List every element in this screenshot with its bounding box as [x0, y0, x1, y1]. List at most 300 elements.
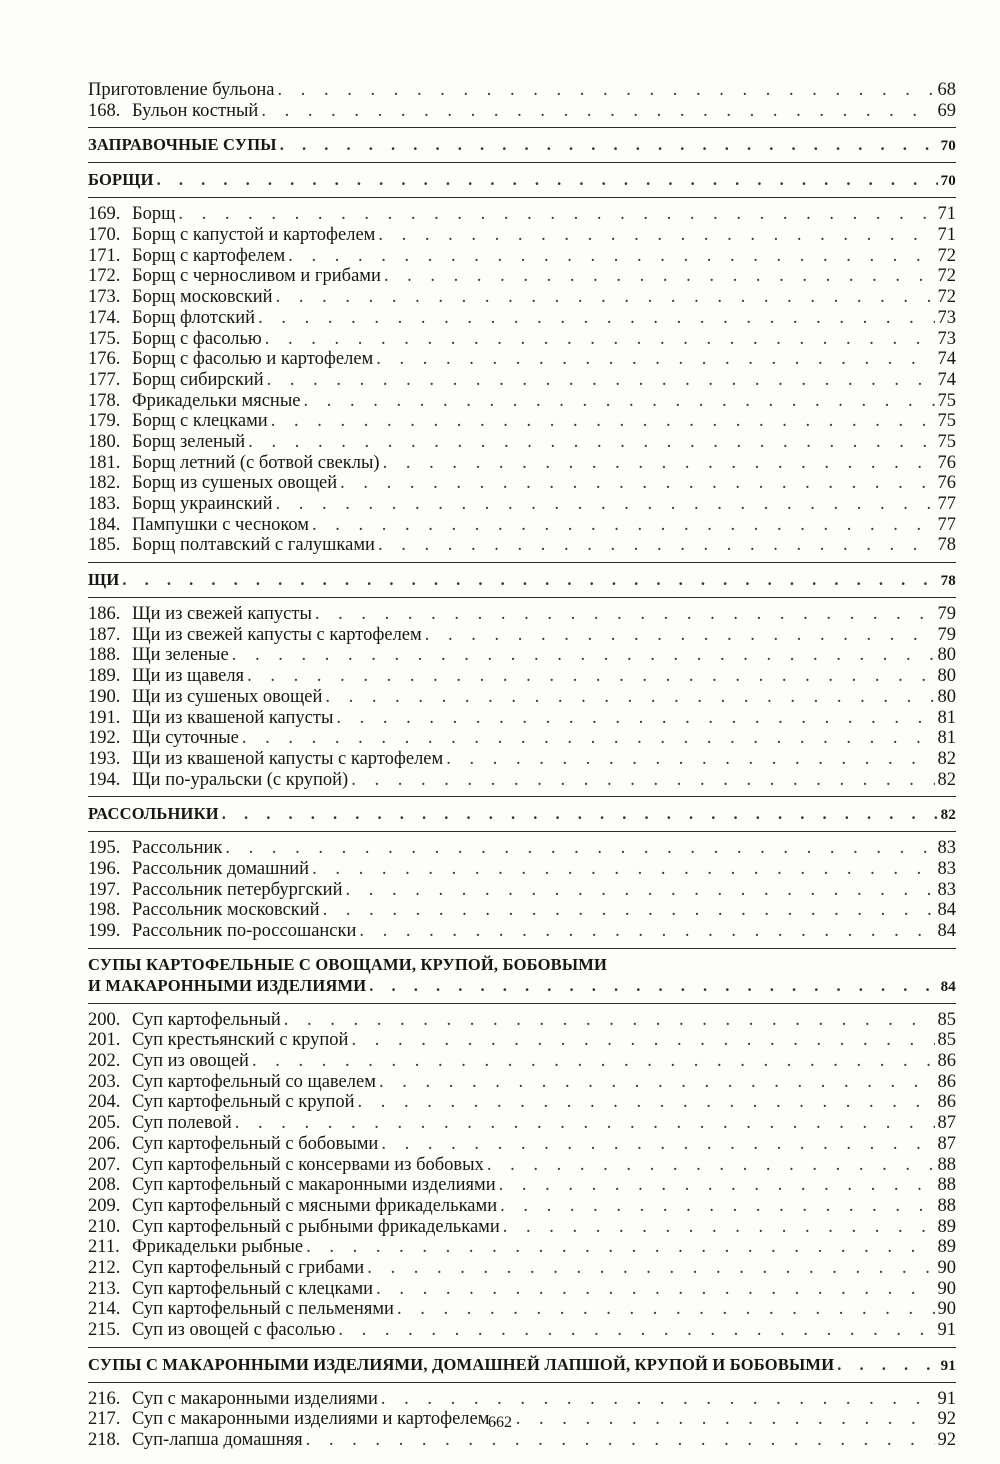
- dot-leader: [232, 645, 935, 666]
- dot-leader: [248, 432, 934, 453]
- dot-leader: [323, 900, 935, 921]
- entry-number: 198.: [88, 900, 121, 921]
- dot-leader: [383, 453, 935, 474]
- page-ref: 83: [937, 838, 956, 859]
- dot-leader: [378, 535, 935, 556]
- entry-title: Щи зеленые: [132, 645, 229, 666]
- page-ref: 68: [937, 80, 956, 100]
- toc-entry: [88, 453, 956, 474]
- page-ref: 75: [937, 390, 956, 411]
- page-ref: 73: [937, 307, 956, 328]
- page-ref: 80: [937, 645, 956, 666]
- toc-entry: [88, 604, 956, 625]
- entry-number: 192.: [88, 728, 121, 749]
- page-ref: 77: [937, 514, 956, 535]
- toc-entry: [88, 1320, 956, 1341]
- section-heading-block: [88, 134, 956, 156]
- dot-leader: [351, 1030, 934, 1051]
- entry-number: 170.: [88, 225, 121, 246]
- entry-title: Борщ с фасолью и картофелем: [132, 349, 374, 370]
- page-ref: 69: [937, 100, 956, 121]
- entry-number: 210.: [88, 1216, 121, 1237]
- toc-entry: [88, 80, 956, 101]
- page-ref: 81: [937, 707, 956, 728]
- entry-number: 203.: [88, 1071, 121, 1092]
- dot-leader: [378, 225, 934, 246]
- entry-number: 188.: [88, 645, 121, 666]
- entry-title: Щи из сушеных овощей: [132, 686, 323, 707]
- entry-title: Суп картофельный: [132, 1009, 281, 1030]
- section-heading-block: [88, 1354, 956, 1376]
- page-ref: 72: [937, 266, 956, 287]
- page-ref: 84: [940, 978, 956, 995]
- entry-title: Суп картофельный с крупой: [132, 1092, 355, 1113]
- entry-title: Суп полевой: [132, 1113, 232, 1134]
- entry-title: Суп картофельный с мясными фрикадельками: [132, 1195, 498, 1216]
- dot-leader: [276, 287, 935, 308]
- heading-underline: [88, 197, 956, 198]
- entry-number: 212.: [88, 1257, 121, 1278]
- page-ref: 76: [937, 452, 956, 473]
- dot-leader: [425, 625, 935, 646]
- dot-leader: [247, 666, 934, 687]
- entry-number: 208.: [88, 1175, 121, 1196]
- page-ref: 82: [937, 748, 956, 769]
- entry-number: 214.: [88, 1299, 121, 1320]
- entry-title: Щи суточные: [132, 728, 239, 749]
- page-ref: 74: [937, 369, 956, 390]
- entry-title: Суп с макаронными изделиями: [132, 1388, 378, 1409]
- toc-entry: [88, 859, 956, 880]
- entry-title: Щи из квашеной капусты с картофелем: [132, 748, 444, 769]
- page-ref: 78: [937, 535, 956, 556]
- dot-leader: [235, 1113, 935, 1134]
- page-ref: 70: [940, 173, 956, 190]
- section-heading: ЩИ: [88, 570, 120, 590]
- toc-entry: [88, 728, 956, 749]
- entry-number: 186.: [88, 604, 121, 625]
- entry-title: Щи из свежей капусты с картофелем: [132, 624, 422, 645]
- dot-leader: [157, 169, 938, 191]
- section-heading-row: [88, 134, 956, 156]
- entry-title: Борщ из сушеных овощей: [132, 473, 338, 494]
- dot-leader: [381, 1134, 934, 1155]
- toc-entry: [88, 473, 956, 494]
- toc-entry: [88, 749, 956, 770]
- entry-title: Суп картофельный с пельменями: [132, 1299, 394, 1320]
- page-ref: 74: [937, 349, 956, 370]
- entry-number: 179.: [88, 411, 121, 432]
- entry-number: 207.: [88, 1154, 121, 1175]
- entry-number: 181.: [88, 452, 121, 473]
- heading-underline: [88, 1382, 956, 1383]
- entry-title: Суп из овощей: [132, 1051, 249, 1072]
- entry-title: Рассольник: [132, 838, 223, 859]
- entry-number: 185.: [88, 535, 121, 556]
- entry-title: Борщ украинский: [132, 494, 273, 514]
- entry-number: 168.: [88, 100, 121, 121]
- dot-leader: [359, 921, 934, 942]
- toc-entry: [88, 391, 956, 412]
- dot-leader: [315, 604, 935, 625]
- toc-entry: [88, 432, 956, 453]
- entry-title: Борщ полтавский с галушками: [132, 535, 375, 556]
- section-heading-line: СУПЫ КАРТОФЕЛЬНЫЕ С ОВОЩАМИ, КРУПОЙ, БОБОВЫМИ: [88, 954, 608, 974]
- entry-title: Щи по-уральски (с крупой): [132, 769, 349, 790]
- page-ref: 90: [937, 1278, 956, 1299]
- dot-leader: [325, 687, 934, 708]
- page-ref: 83: [937, 858, 956, 879]
- page-ref: 90: [937, 1257, 956, 1278]
- section-heading-block: [88, 569, 956, 591]
- dot-leader: [384, 266, 935, 287]
- entry-title: Борщ с клецками: [132, 411, 268, 432]
- page-ref: 72: [937, 287, 956, 308]
- entry-title: Рассольник петербургский: [132, 879, 343, 900]
- page-ref: 86: [937, 1092, 956, 1113]
- toc-entry: [88, 225, 956, 246]
- entry-number: 194.: [88, 769, 121, 790]
- entry-title: Суп картофельный с консервами из бобовых: [132, 1154, 484, 1175]
- entry-number: 195.: [88, 838, 121, 859]
- section-divider: [88, 562, 956, 563]
- toc-entry: [88, 329, 956, 350]
- page-ref: 84: [937, 921, 956, 941]
- page-ref: 89: [937, 1216, 956, 1237]
- entry-title: Борщ флотский: [132, 307, 256, 328]
- page-ref: 76: [937, 473, 956, 494]
- entry-title: Рассольник домашний: [132, 858, 310, 879]
- entry-title: Суп картофельный с макаронными изделиями: [132, 1175, 496, 1196]
- dot-leader: [446, 749, 934, 770]
- heading-underline: [88, 1003, 956, 1004]
- section-heading: И МАКАРОННЫМИ ИЗДЕЛИЯМИ: [88, 975, 367, 995]
- dot-leader: [122, 569, 937, 591]
- toc-entry: [88, 370, 956, 391]
- entry-number: 216.: [88, 1388, 121, 1409]
- toc-entry: [88, 1430, 956, 1451]
- section-divider: [88, 127, 956, 128]
- page-ref: 85: [937, 1009, 956, 1030]
- entry-number: 209.: [88, 1195, 121, 1216]
- entry-title: Приготовление бульона: [88, 80, 275, 100]
- section-divider: [88, 1347, 956, 1348]
- dot-leader: [258, 308, 934, 329]
- entry-number: 175.: [88, 328, 121, 349]
- page-number: 662: [488, 1414, 512, 1431]
- toc-entry: [88, 625, 956, 646]
- entry-number: 206.: [88, 1133, 121, 1154]
- dot-leader: [261, 101, 934, 122]
- section-heading: ЗАПРАВОЧНЫЕ СУПЫ: [88, 135, 277, 155]
- toc-entry: [88, 287, 956, 308]
- dot-leader: [358, 1092, 935, 1113]
- entry-number: 217.: [88, 1409, 121, 1430]
- dot-leader: [284, 1010, 935, 1031]
- entry-title: Суп с макаронными изделиями и картофелем: [132, 1409, 490, 1430]
- entry-number: 201.: [88, 1030, 121, 1051]
- page-ref: 82: [937, 769, 956, 790]
- dot-leader: [222, 803, 938, 825]
- table-of-contents: [88, 80, 956, 1451]
- toc-entry: [88, 494, 956, 515]
- entry-title: Борщ: [132, 204, 176, 225]
- entry-title: Рассольник по-россошански: [132, 921, 357, 941]
- entry-title: Суп картофельный с рыбными фрикадельками: [132, 1216, 500, 1237]
- page-ref: 80: [937, 686, 956, 707]
- entry-title: Борщ зеленый: [132, 431, 246, 452]
- page-ref: 92: [937, 1430, 956, 1451]
- toc-entry: [88, 1092, 956, 1113]
- section-heading: СУПЫ С МАКАРОННЫМИ ИЗДЕЛИЯМИ, ДОМАШНЕЙ ЛАПШОЙ, КРУПОЙ И БОБОВЫМИ: [88, 1354, 835, 1374]
- toc-entry: [88, 349, 956, 370]
- entry-title: Суп картофельный с бобовыми: [132, 1133, 379, 1154]
- toc-entry: [88, 535, 956, 556]
- toc-entry: [88, 1134, 956, 1155]
- entry-number: 204.: [88, 1092, 121, 1113]
- section-heading-block: [88, 955, 956, 997]
- page-ref: 87: [937, 1133, 956, 1154]
- page-ref: 85: [937, 1030, 956, 1051]
- toc-entry: [88, 1196, 956, 1217]
- toc-entry: [88, 1010, 956, 1031]
- toc-entry: [88, 708, 956, 729]
- dot-leader: [345, 880, 934, 901]
- dot-leader: [312, 515, 934, 536]
- toc-entry: [88, 687, 956, 708]
- entry-number: 211.: [88, 1237, 120, 1258]
- heading-underline: [88, 831, 956, 832]
- page-ref: 80: [937, 666, 956, 687]
- toc-entry: [88, 645, 956, 666]
- toc-entry: [88, 1237, 956, 1258]
- toc-entry: [88, 666, 956, 687]
- toc-entry: [88, 1072, 956, 1093]
- toc-entry: [88, 770, 956, 791]
- dot-leader: [351, 770, 934, 791]
- toc-entry: [88, 1051, 956, 1072]
- entry-title: Суп картофельный со щавелем: [132, 1071, 376, 1092]
- page-ref: 75: [937, 431, 956, 452]
- section-divider: [88, 162, 956, 163]
- toc-entry: [88, 308, 956, 329]
- toc-entry: [88, 921, 956, 942]
- dot-leader: [338, 1320, 934, 1341]
- page-ref: 91: [937, 1320, 956, 1340]
- entry-title: Рассольник московский: [132, 900, 320, 921]
- dot-leader: [312, 859, 934, 880]
- entry-number: 205.: [88, 1113, 121, 1134]
- page-ref: 87: [937, 1113, 956, 1134]
- toc-entry: [88, 1175, 956, 1196]
- page-ref: 79: [937, 604, 956, 625]
- entry-title: Суп-лапша домашняя: [132, 1430, 303, 1451]
- toc-entry: [88, 204, 956, 225]
- section-heading-row: [88, 803, 956, 825]
- entry-title: Борщ с капустой и картофелем: [132, 225, 376, 246]
- dot-leader: [306, 1237, 934, 1258]
- page-ref: 91: [940, 1357, 956, 1374]
- page-ref: 83: [937, 879, 956, 900]
- heading-underline: [88, 597, 956, 598]
- dot-leader: [837, 1354, 937, 1376]
- entry-number: 215.: [88, 1320, 121, 1340]
- toc-entry: [88, 1155, 956, 1176]
- entry-title: Суп крестьянский с крупой: [132, 1030, 349, 1051]
- page-ref: 90: [937, 1299, 956, 1320]
- page-ref: 81: [937, 728, 956, 749]
- entry-number: 178.: [88, 390, 121, 411]
- entry-title: Щи из свежей капусты: [132, 604, 312, 625]
- dot-leader: [303, 391, 934, 412]
- toc-entry: [88, 266, 956, 287]
- page-ref: 78: [940, 573, 956, 590]
- page-ref: 86: [937, 1071, 956, 1092]
- page-ref: 91: [937, 1388, 956, 1409]
- entry-title: Борщ с черносливом и грибами: [132, 266, 381, 287]
- page-ref: 75: [937, 411, 956, 432]
- toc-entry: [88, 411, 956, 432]
- entry-title: Щи из щавеля: [132, 666, 245, 687]
- entry-title: Борщ летний (с ботвой свеклы): [132, 452, 380, 473]
- page-ref: 72: [937, 245, 956, 266]
- section-heading: БОРЩИ: [88, 170, 154, 190]
- toc-entry: [88, 1299, 956, 1320]
- page-ref: 71: [937, 225, 956, 246]
- dot-leader: [225, 838, 934, 859]
- page-ref: 92: [937, 1409, 956, 1430]
- entry-title: Бульон костный: [132, 100, 259, 121]
- dot-leader: [376, 1279, 934, 1300]
- entry-number: 183.: [88, 494, 121, 514]
- section-heading-row: [88, 569, 956, 591]
- toc-entry: [88, 101, 956, 122]
- entry-title: Фрикадельки мясные: [132, 390, 301, 411]
- page-ref: 79: [937, 624, 956, 645]
- toc-entry: [88, 1279, 956, 1300]
- toc-entry: [88, 1113, 956, 1134]
- entry-title: Суп картофельный с грибами: [132, 1257, 365, 1278]
- entry-number: 177.: [88, 369, 121, 390]
- entry-number: 171.: [88, 245, 121, 266]
- entry-number: 202.: [88, 1051, 121, 1072]
- dot-leader: [265, 329, 935, 350]
- dot-leader: [340, 473, 934, 494]
- entry-title: Борщ сибирский: [132, 369, 264, 390]
- page-ref: 86: [937, 1051, 956, 1072]
- toc-entry: [88, 1217, 956, 1238]
- entry-number: 176.: [88, 349, 121, 370]
- entry-number: 199.: [88, 921, 121, 941]
- toc-entry: [88, 900, 956, 921]
- entry-number: 184.: [88, 514, 121, 535]
- toc-entry: [88, 1389, 956, 1410]
- dot-leader: [487, 1155, 935, 1176]
- dot-leader: [178, 204, 934, 225]
- entry-number: 193.: [88, 748, 121, 769]
- section-divider: [88, 948, 956, 949]
- page-ref: 89: [937, 1237, 956, 1258]
- dot-leader: [288, 246, 934, 267]
- dot-leader: [369, 975, 937, 997]
- section-heading-row: [88, 975, 956, 997]
- entry-number: 197.: [88, 879, 121, 900]
- page-ref: 88: [937, 1195, 956, 1216]
- page-ref: 77: [937, 494, 956, 514]
- dot-leader: [242, 728, 935, 749]
- entry-number: 182.: [88, 473, 121, 494]
- section-divider: [88, 796, 956, 797]
- dot-leader: [379, 1072, 935, 1093]
- dot-leader: [336, 708, 934, 729]
- entry-number: 191.: [88, 707, 121, 728]
- dot-leader: [277, 80, 934, 101]
- page-ref: 70: [940, 138, 956, 155]
- dot-leader: [376, 349, 934, 370]
- section-heading-row: [88, 169, 956, 191]
- toc-entry: [88, 1030, 956, 1051]
- dot-leader: [503, 1217, 935, 1238]
- entry-number: 189.: [88, 666, 121, 687]
- section-heading-block: [88, 803, 956, 825]
- dot-leader: [499, 1175, 935, 1196]
- dot-leader: [500, 1196, 934, 1217]
- entry-number: 200.: [88, 1009, 121, 1030]
- toc-entry: [88, 838, 956, 859]
- toc-entry: [88, 1258, 956, 1279]
- entry-number: 173.: [88, 287, 121, 308]
- dot-leader: [381, 1389, 935, 1410]
- entry-number: 169.: [88, 204, 121, 225]
- entry-title: Борщ с картофелем: [132, 245, 286, 266]
- toc-entry: [88, 515, 956, 536]
- entry-number: 213.: [88, 1278, 121, 1299]
- section-heading: РАССОЛЬНИКИ: [88, 804, 219, 824]
- entry-title: Борщ с фасолью: [132, 328, 262, 349]
- page-ref: 82: [940, 807, 956, 824]
- dot-leader: [271, 411, 935, 432]
- page-ref: 84: [937, 900, 956, 921]
- entry-title: Фрикадельки рыбные: [132, 1237, 304, 1258]
- section-heading-row: [88, 1354, 956, 1376]
- entry-title: Суп из овощей с фасолью: [132, 1320, 336, 1340]
- dot-leader: [306, 1430, 935, 1451]
- entry-title: Суп картофельный с клецками: [132, 1278, 374, 1299]
- page-ref: 73: [937, 328, 956, 349]
- dot-leader: [367, 1258, 934, 1279]
- dot-leader: [276, 494, 935, 515]
- page-ref: 71: [937, 204, 956, 225]
- entry-number: 196.: [88, 858, 121, 879]
- dot-leader: [252, 1051, 935, 1072]
- entry-number: 187.: [88, 624, 121, 645]
- entry-number: 180.: [88, 431, 121, 452]
- entry-number: 172.: [88, 266, 121, 287]
- entry-title: Борщ московский: [132, 287, 273, 308]
- dot-leader: [397, 1299, 935, 1320]
- dot-leader: [267, 370, 935, 391]
- entry-title: Пампушки с чесноком: [132, 514, 310, 535]
- entry-number: 190.: [88, 686, 121, 707]
- entry-title: Щи из квашеной капусты: [132, 707, 334, 728]
- page-ref: 88: [937, 1175, 956, 1196]
- page-ref: 88: [937, 1154, 956, 1175]
- section-heading-block: [88, 169, 956, 191]
- entry-number: 174.: [88, 307, 121, 328]
- toc-entry: [88, 246, 956, 267]
- entry-number: 218.: [88, 1430, 121, 1451]
- dot-leader: [280, 134, 938, 156]
